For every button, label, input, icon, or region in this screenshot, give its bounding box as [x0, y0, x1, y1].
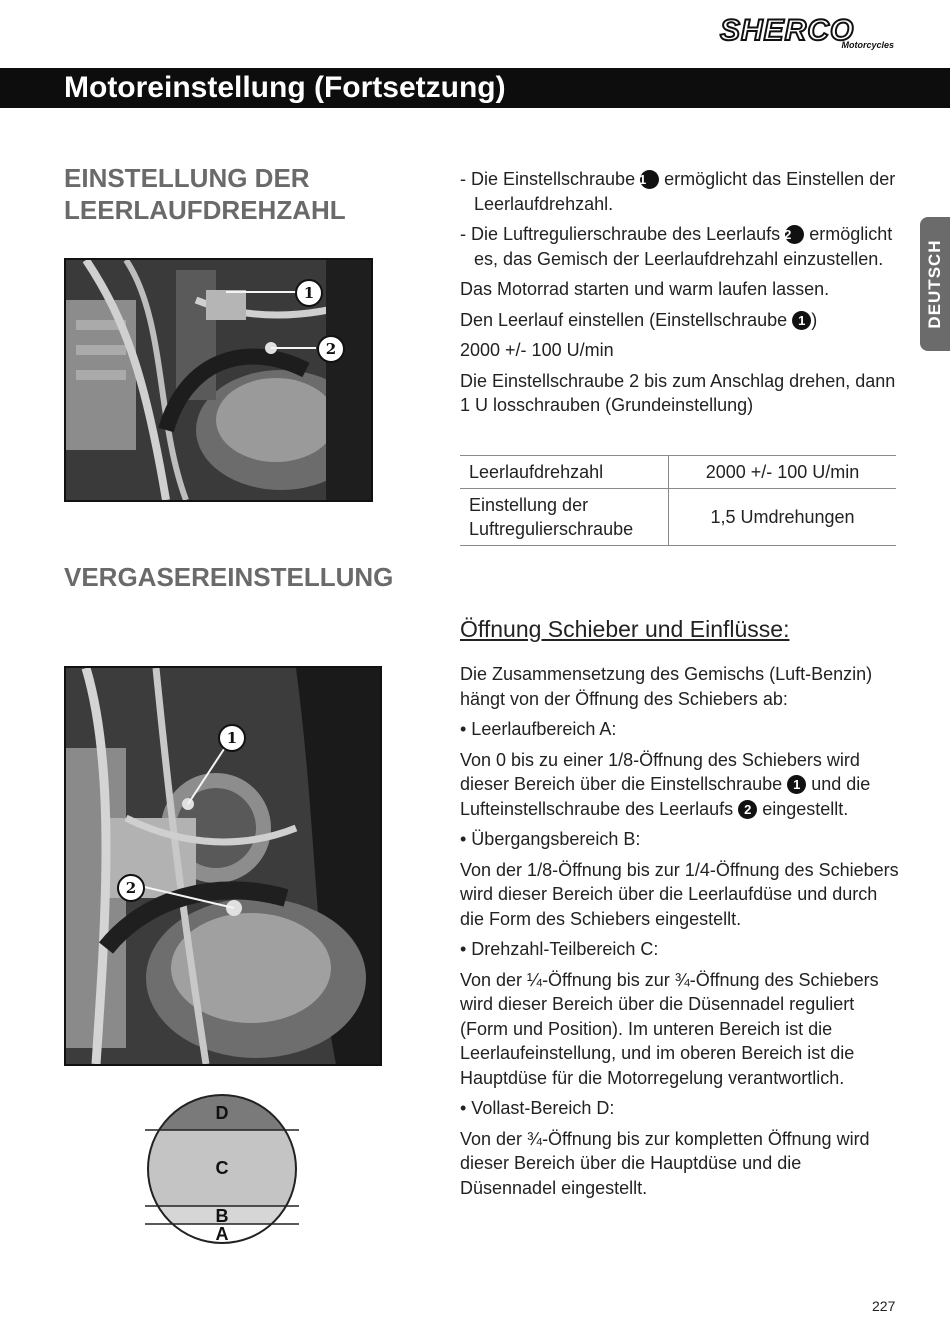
paragraph-text: ) — [811, 309, 818, 330]
heading-zone-b: • Übergangsbereich B: — [460, 829, 641, 849]
number-1-icon: 1 — [792, 311, 811, 330]
section-title-carburetor: VERGASEREINSTELLUNG — [64, 562, 394, 592]
number-2-icon: 2 — [785, 225, 804, 244]
table-cell-value: 2000 +/- 100 U/min — [669, 456, 897, 489]
heading-zone-a: • Leerlaufbereich A: — [460, 719, 617, 739]
idle-instructions — [460, 167, 900, 418]
carburetor-photo — [64, 666, 382, 1066]
language-tab-label: DEUTSCH — [925, 239, 944, 329]
table-cell-label-line: Einstellung der — [469, 495, 589, 515]
number-1-icon: 1 — [787, 775, 806, 794]
zone-b-label: B — [215, 1206, 229, 1226]
paragraph-screw2: Die Einstellschraube 2 bis zum Anschlag drehen, dann 1 U losschrauben (Grundeinstellung) — [460, 370, 896, 415]
logo-tagline: Motorcycles — [841, 40, 894, 50]
callout-idle-screw-1: 1 — [218, 724, 246, 752]
callout-idle-screw-1: 1 — [295, 279, 323, 307]
page-number: 227 — [872, 1298, 896, 1314]
table-cell-value: 1,5 Umdrehungen — [669, 489, 897, 546]
paragraph-text: und die Lufteinstellschraube des Leerlaufs — [460, 774, 871, 819]
number-1-icon: 1 — [640, 170, 659, 189]
table-cell-label-line: Luftregulierschraube — [469, 519, 634, 539]
callout-air-screw-2: 2 — [317, 335, 345, 363]
paragraph-intro: Die Zusammensetzung des Gemischs (Luft-Benzin) hängt von der Öffnung des Schiebers ab: — [460, 664, 873, 709]
throttle-subheading: Öffnung Schieber und Einflüsse: — [460, 616, 790, 642]
bullet-air-screw — [460, 222, 900, 271]
section-title-idle — [64, 162, 346, 226]
section-title-idle-line1: EINSTELLUNG DER — [64, 163, 310, 193]
table-row — [460, 456, 896, 489]
language-tab — [920, 217, 950, 351]
section-title-idle-line2: LEERLAUFDREHZAHL — [64, 195, 346, 225]
paragraph-zone-c: Von der ¼-Öffnung bis zur ¾-Öffnung des Schiebers wird dieser Bereich über die Düsennadel reguliert (Form und Position). Im unteren Bereich ist die Leerlaufeinstellung, und im oberen Bereich ist die Hauptdüse für die Motorregelung verantwortlich. — [460, 969, 879, 1088]
table-cell-label: Leerlaufdrehzahl — [460, 456, 669, 489]
bullet-text: ermöglicht das Einstellen der Leerlaufdrehzahl. — [474, 169, 896, 214]
number-2-icon: 2 — [738, 800, 757, 819]
table-row — [460, 489, 896, 546]
bullet-text: - Die Einstellschraube — [460, 169, 641, 189]
heading-zone-c: • Drehzahl-Teilbereich C: — [460, 939, 659, 959]
paragraph-start-engine: Das Motorrad starten und warm laufen lassen. — [460, 279, 830, 299]
logo-wordmark: SHERCO — [720, 14, 855, 47]
table-cell-label — [460, 489, 669, 546]
header-bar — [0, 68, 950, 108]
paragraph-rpm: 2000 +/- 100 U/min — [460, 340, 614, 360]
throttle-opening-diagram — [145, 1094, 299, 1244]
idle-spec-table — [460, 455, 896, 546]
bullet-text: - Die Luftregulierschraube des Leerlaufs — [460, 224, 786, 244]
paragraph-text: Von 0 bis zu einer 1/8-Öffnung des Schiebers wird dieser Bereich über die Einstellschraube — [460, 749, 860, 794]
heading-zone-d: • Vollast-Bereich D: — [460, 1098, 615, 1118]
paragraph-zone-a — [460, 748, 900, 822]
carburetor-instructions — [460, 662, 900, 1200]
paragraph-text: eingestellt. — [757, 798, 849, 819]
idle-carburetor-photo — [64, 258, 373, 502]
idle-photo-illustration — [66, 260, 371, 500]
bullet-text: ermöglicht es, das Gemisch der Leerlaufdrehzahl einzustellen. — [474, 224, 893, 269]
paragraph-zone-b: Von der 1/8-Öffnung bis zur 1/4-Öffnung des Schiebers wird dieser Bereich über die Leerlaufdüse und durch die Form des Schiebers eingestellt. — [460, 859, 899, 929]
paragraph-zone-d: Von der ¾-Öffnung bis zur kompletten Öffnung wird dieser Bereich über die Hauptdüse und die Düsennadel eingestellt. — [460, 1128, 870, 1198]
zone-d-label: D — [215, 1103, 229, 1123]
zone-a-label: A — [215, 1224, 229, 1244]
callout-air-screw-2: 2 — [117, 874, 145, 902]
zone-c-label: C — [215, 1158, 229, 1178]
paragraph-adjust-idle — [460, 308, 900, 333]
page-title: Motoreinstellung (Fortsetzung) — [64, 71, 506, 104]
sherco-logo — [720, 14, 900, 54]
bullet-idle-screw — [460, 167, 900, 216]
paragraph-text: Den Leerlauf einstellen (Einstellschraube — [460, 309, 793, 330]
